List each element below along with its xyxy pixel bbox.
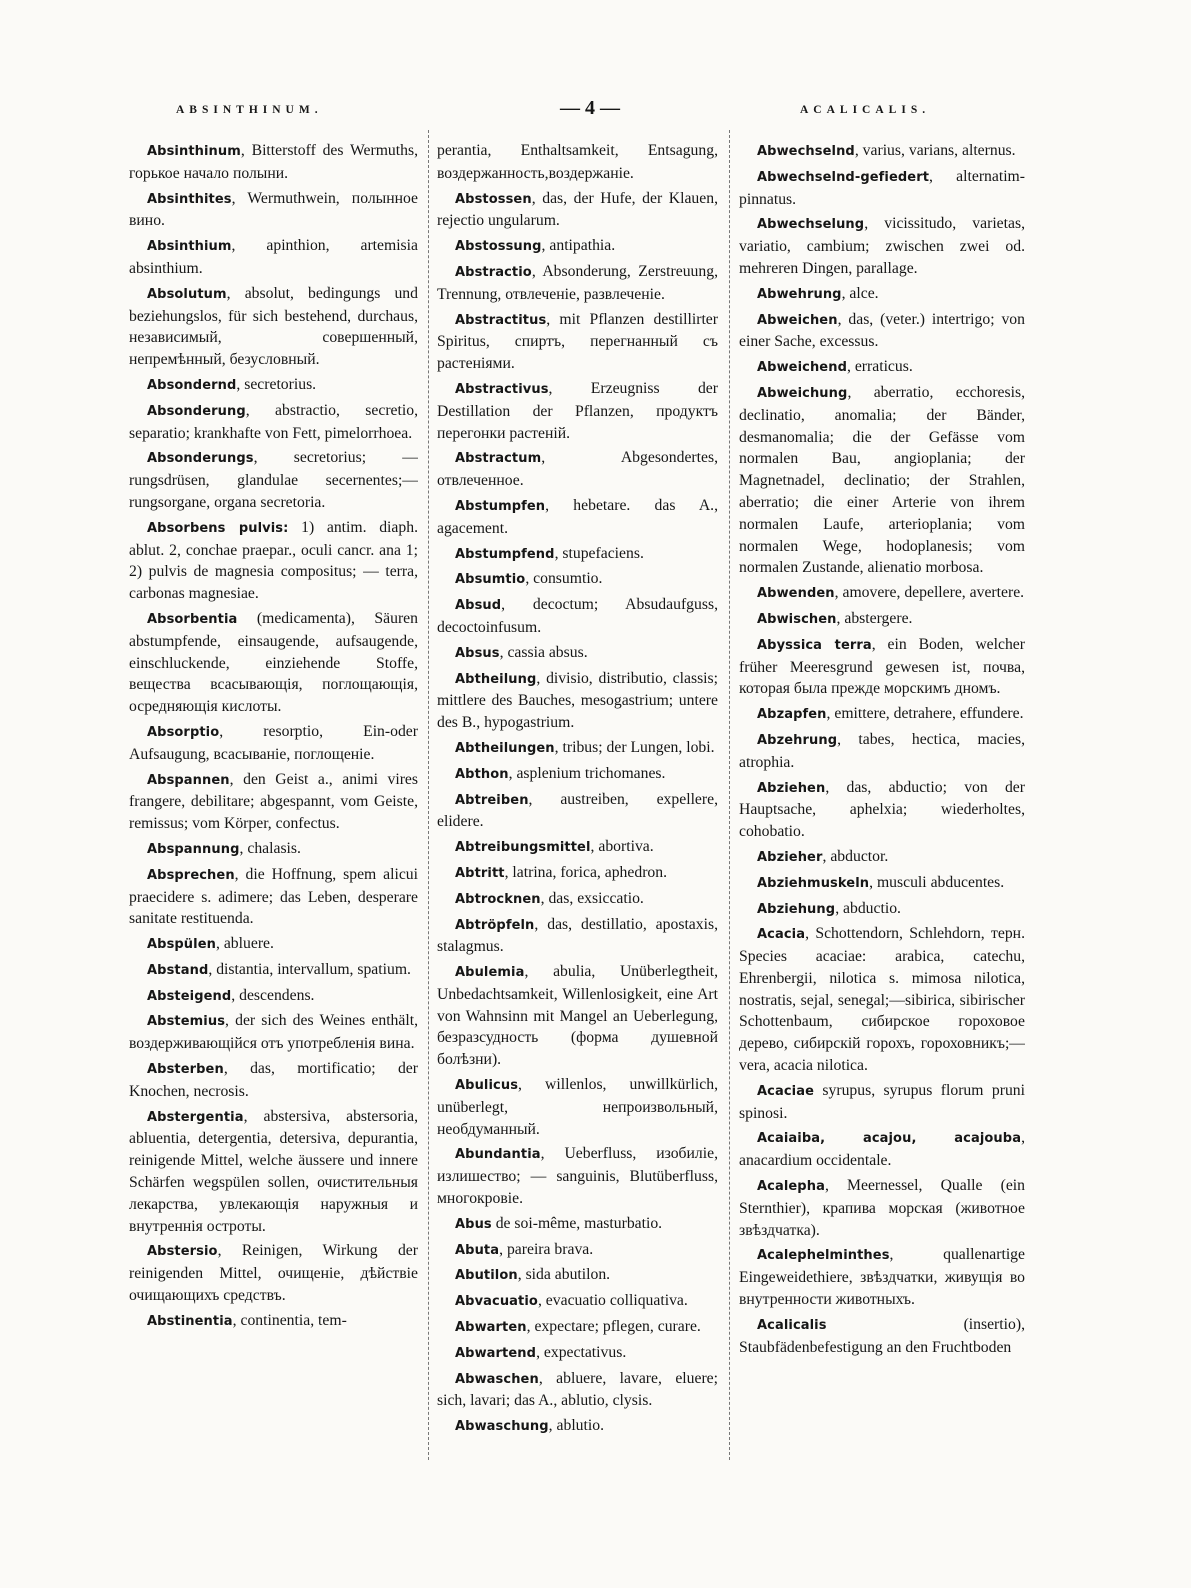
dictionary-entry [739, 1175, 1025, 1241]
dictionary-entry [739, 729, 1025, 774]
entry-headword: Abspannen [147, 772, 230, 788]
entry-definition: , secretorius; — rungsdrüsen, glandulae secernentes;—rungsorgane, organa secretoria. [129, 449, 418, 511]
entry-headword: Acalicalis [757, 1317, 827, 1333]
entry-definition: , latrina, forica, aphedron. [504, 863, 668, 881]
entry-definition: , das, mortificatio; der Knochen, necrosis. [129, 1060, 418, 1100]
dictionary-entry [129, 933, 418, 956]
entry-definition: , abstergere. [836, 609, 913, 627]
entry-headword: Abulicus [455, 1078, 519, 1094]
entry-headword: Abtreiben [455, 792, 529, 808]
entry-definition: , die Hoffnung, spem alicui praecidere s. adimere; das Leben, desperare sanitate restituenda. [129, 865, 418, 928]
entry-headword: Acaiaiba, acajou, acajouba [757, 1131, 1022, 1147]
entry-definition: , abductor. [822, 847, 889, 865]
dictionary-entry [437, 309, 718, 375]
dictionary-entry [437, 789, 718, 834]
dictionary-entry [739, 283, 1025, 306]
entry-definition: , das, der Hufe, der Klauen, rejectio ungularum. [437, 189, 718, 230]
entry-headword: Abvacuatio [455, 1294, 538, 1310]
entry-definition: , hebetare. das A., agacement. [437, 496, 718, 537]
column-3 [739, 140, 1025, 1480]
entry-definition: , abluere. [216, 935, 274, 953]
entry-headword: Abziehen [757, 780, 826, 796]
dictionary-entry [739, 872, 1025, 895]
entry-definition: , willenlos, unwillkürlich, unüberlegt, непроизвольный, необдуманный. [437, 1076, 718, 1138]
dictionary-entry [437, 836, 718, 859]
entry-headword: Abstand [147, 962, 209, 978]
entry-definition: , descendens. [231, 986, 315, 1004]
entry-definition: , ablutio. [548, 1417, 605, 1435]
entry-definition: , evacuatio colliquativa. [537, 1292, 688, 1310]
dictionary-entry [437, 447, 718, 492]
entry-headword: Abziehmuskeln [757, 875, 870, 891]
entry-definition: , sida abutilon. [517, 1266, 611, 1284]
entry-definition: , abstersiva, abstersoria, abluentia, detergentia, detersiva, depurantia, reinigende Mittel, welche äussere und innere Schärfen wegspülen sollen, очистительныя лекарства, увлекающія наружныя и внутреннія остроты. [129, 1107, 418, 1235]
dictionary-entry [129, 140, 418, 185]
dictionary-entry [437, 1290, 718, 1313]
entry-headword: Abtheilung [455, 671, 537, 687]
entry-headword: Abstractum [455, 451, 542, 467]
entry-definition: , consumtio. [525, 570, 603, 588]
entry-definition: , aberratio, ecchoresis, declinatio, anomalia; der Bänder, desmanomalia; die der Gefässe vom normalen Bau, angioplania; der Magnetnadel, declinatio; der Strahlen, aberratio; die einer Arterie von ihrem normalen Laufe, arterioplania; vom normalen Wege, hodoplanesis; vom normalen Zustande, alienatio morbosa. [739, 383, 1025, 577]
entry-headword: Acacia [757, 927, 806, 943]
page-number: — 4 — [560, 97, 620, 119]
entry-headword: Abstossen [455, 191, 532, 207]
dictionary-entry [129, 283, 418, 371]
entry-definition: , Schottendorn, Schlehdorn, терн. Species acaciae: arabica, catechu, Ehrenbergii, nilotica s. mimosa nilotica, nostratis, sejal, senegal;—sibirica, sibirischer Schottenbaum, сибирское гороховое дерево, сибирскій горохъ, гороховникъ;—vera, acacia nilotica. [739, 925, 1025, 1075]
entry-headword: Abzieher [757, 849, 823, 865]
dictionary-entry [437, 642, 718, 665]
entry-definition: , Absonderung, Zerstreuung, Trennung, отвлеченiе, развлеченiе. [437, 262, 718, 303]
entry-definition: , divisio, distributio, classis; mittlere des Bauches, mesogastrium; untere des B., hypogastrium. [437, 669, 718, 732]
entry-definition: , anacardium occidentale. [739, 1129, 1025, 1170]
dictionary-entry [437, 1143, 718, 1209]
entry-headword: Abstersio [147, 1244, 218, 1260]
dictionary-entry [437, 235, 718, 258]
dictionary-entry [739, 846, 1025, 869]
entry-headword: Absinthinum [147, 144, 241, 159]
entry-headword: Absinthium [147, 239, 232, 255]
entry-definition: , stupefaciens. [554, 544, 644, 562]
entry-definition: , expectare; pflegen, curare. [526, 1318, 701, 1336]
entry-definition: , den Geist a., animi vires frangere, debilitare; abgespannt, vom Geiste, remissus; vom Körper, confectus. [129, 770, 418, 833]
dictionary-entry [129, 1106, 418, 1238]
entry-definition: , tribus; der Lungen, lobi. [554, 738, 715, 756]
dictionary-entry [739, 356, 1025, 379]
dictionary-entry [437, 862, 718, 885]
entry-headword: Absprechen [147, 867, 235, 883]
entry-headword: Abstergentia [147, 1109, 244, 1125]
entry-definition: , emittere, detrahere, effundere. [826, 705, 1024, 723]
column-divider [428, 130, 429, 1460]
entry-headword: Abwechselnd-gefiedert [757, 169, 930, 185]
entry-definition: , cassia absus. [499, 643, 588, 661]
entry-definition: , das, abductio; von der Hauptsache, aphelxia; wiederholtes, cohobatio. [739, 778, 1025, 841]
entry-definition: , mit Pflanzen destillirter Spiritus, спиртъ, перегнанный съ растенiями. [437, 310, 718, 373]
entry-headword: Abwaschen [455, 1371, 539, 1387]
entry-headword: Absonderung [147, 403, 246, 419]
entry-headword: Abwarten [455, 1320, 527, 1336]
dictionary-entry [437, 1342, 718, 1365]
entry-definition: , Reinigen, Wirkung der reinigenden Mittel, очищенiе, дѣйствiе очищающихъ средствъ. [129, 1242, 418, 1305]
running-head-left: ABSINTHINUM. [176, 104, 323, 116]
dictionary-entry [739, 634, 1025, 700]
entry-headword: Abyssica terra [757, 637, 872, 653]
dictionary-entry [437, 1264, 718, 1287]
dictionary-entry [437, 668, 718, 734]
entry-definition: , Abgesondertes, отвлеченное. [437, 449, 718, 490]
entry-definition: , pareira brava. [499, 1240, 594, 1258]
entry-headword: Abtheilungen [455, 740, 555, 756]
dictionary-entry [437, 961, 718, 1071]
entry-definition: , apinthion, artemisia absinthium. [129, 237, 418, 277]
entry-headword: Absonderungs [147, 451, 254, 467]
entry-headword: Abstinentia [147, 1313, 233, 1329]
entry-definition: , erraticus. [847, 358, 913, 376]
dictionary-entry [739, 703, 1025, 726]
entry-headword: Absondernd [147, 377, 237, 393]
entry-definition: , das, exsiccatio. [540, 889, 644, 907]
entry-headword: Abzehrung [757, 732, 838, 748]
entry-definition: (insertio), Staubfädenbefestigung an den Fruchtboden [739, 1315, 1025, 1356]
dictionary-entry [739, 898, 1025, 921]
dictionary-entry [129, 1010, 418, 1055]
entry-headword: Abweichung [757, 385, 848, 401]
entry-definition: , asplenium trichomanes. [508, 764, 666, 782]
dictionary-entry [129, 235, 418, 280]
entry-definition: syrupus, syrupus florum pruni spinosi. [739, 1081, 1025, 1122]
dictionary-entry [437, 568, 718, 591]
dictionary-entry [437, 1316, 718, 1339]
dictionary-entry [129, 1058, 418, 1103]
entry-definition: , decoctum; Absudaufguss, decoctoinfusum. [437, 596, 718, 636]
entry-definition: , musculi abducentes. [869, 873, 1005, 891]
dictionary-entry [739, 140, 1025, 163]
entry-definition: , distantia, intervallum, spatium. [208, 960, 411, 978]
entry-headword: Abwischen [757, 611, 837, 627]
entry-definition: , austreiben, expellere, elidere. [437, 790, 718, 831]
entry-headword: Abwaschung [455, 1419, 549, 1435]
entry-headword: Abtröpfeln [455, 917, 535, 933]
entry-headword: Abwartend [455, 1345, 537, 1361]
entry-headword: Absterben [147, 1062, 224, 1078]
entry-headword: Absud [455, 598, 502, 614]
entry-headword: Abstemius [147, 1014, 226, 1030]
entry-headword: Abstractio [455, 264, 532, 280]
dictionary-entry [129, 959, 418, 982]
dictionary-entry [437, 543, 718, 566]
entry-definition: , alternatim-pinnatus. [739, 167, 1025, 208]
entry-headword: Abzapfen [757, 707, 827, 723]
dictionary-entry [129, 374, 418, 397]
dictionary-entry [739, 608, 1025, 631]
entry-definition: , abluere, lavare, eluere; sich, lavari; das A., ablutio, clysis. [437, 1369, 718, 1410]
entry-headword: Absinthites [147, 191, 232, 207]
entry-headword: Acalepha [757, 1179, 825, 1195]
dictionary-entry [739, 382, 1025, 579]
entry-definition: , abulia, Unüberlegtheit, Unbedachtsamkeit, Willenlosigkeit, eine Art von Wahnsinn mit Mangel an Ueberlegung, безразсудность (форма душевной болѣзни). [437, 963, 718, 1069]
dictionary-entry [437, 1213, 718, 1236]
entry-definition: , absolut, bedingungs und beziehungslos, für sich bestehend, durchaus, независимый, совершенный, непремѣнный, безусловный. [129, 284, 418, 369]
entry-definition: , amovere, depellere, avertere. [834, 584, 1025, 602]
entry-definition: , Erzeugniss der Destillation der Pflanzen, продуктъ перегонки растенiй. [437, 379, 718, 442]
dictionary-entry [739, 923, 1025, 1077]
entry-definition: , das, (veter.) intertrigo; von einer Sache, excessus. [739, 310, 1025, 351]
entry-definition: , Meernessel, Qualle (ein Sternthier), крапива морская (животное звѣздчатка). [739, 1177, 1025, 1239]
dictionary-entry [739, 1080, 1025, 1125]
dictionary-entry [437, 378, 718, 444]
entry-definition: , expectativus. [536, 1343, 627, 1361]
dictionary-entry [437, 594, 718, 639]
dictionary-entry [129, 608, 418, 718]
entry-definition: , tabes, hectica, macies, atrophia. [739, 730, 1025, 771]
dictionary-entry [437, 888, 718, 911]
entry-definition: , secretorius. [236, 375, 317, 393]
dictionary-entry [129, 769, 418, 835]
entry-definition: 1) antim. diaph. ablut. 2, conchae praepar., oculi cancr. ana 1; 2) pulvis de magnesia compositus; — terra, carbonas magnesiae. [129, 518, 418, 603]
dictionary-entry [739, 582, 1025, 605]
dictionary-entry [437, 188, 718, 233]
entry-headword: Abwenden [757, 586, 835, 602]
dictionary-entry [739, 1314, 1025, 1359]
entry-headword: Abundantia [455, 1147, 541, 1163]
entry-headword: Abstumpfend [455, 546, 555, 562]
entry-definition: , alce. [841, 284, 879, 302]
dictionary-entry [739, 166, 1025, 211]
dictionary-entry [129, 400, 418, 445]
dictionary-entry [437, 914, 718, 959]
entry-headword: Absus [455, 645, 500, 661]
dictionary-entry [739, 309, 1025, 354]
entry-headword: Absteigend [147, 988, 232, 1004]
dictionary-entry [437, 1074, 718, 1140]
dictionary-entry [739, 777, 1025, 843]
entry-headword: Abstossung [455, 239, 542, 255]
entry-headword: Acalephelminthes [757, 1248, 890, 1264]
entry-definition: perantia, Enthaltsamkeit, Entsagung, воздержанность,воздержанiе. [437, 142, 718, 182]
entry-headword: Abspannung [147, 841, 240, 857]
dictionary-entry [437, 261, 718, 306]
entry-definition: , abortiva. [590, 838, 654, 856]
dictionary-entry [129, 721, 418, 766]
dictionary-entry [739, 1127, 1025, 1172]
entry-definition: , der sich des Weines enthält, воздерживающiйся отъ употребленія вина. [129, 1012, 418, 1053]
entry-headword: Absorbentia [147, 611, 238, 627]
entry-definition: , Bitterstoff des Wermuths, горькое начало полыни. [129, 142, 418, 182]
entry-definition: , continentia, tem- [232, 1311, 347, 1329]
entry-headword: Abwehrung [757, 286, 842, 302]
entry-headword: Abtrocknen [455, 891, 541, 907]
dictionary-entry [437, 763, 718, 786]
dictionary-entry [437, 1368, 718, 1413]
entry-headword: Abstractitus [455, 312, 547, 328]
running-head-right: ACALICALIS. [800, 104, 931, 116]
entry-headword: Abtritt [455, 865, 505, 881]
column-2 [437, 140, 718, 1480]
entry-definition: , abstractio, secretio, separatio; krankhafte von Fett, pimelorrhoea. [129, 401, 418, 442]
entry-definition: , Wermuthwein, полынное вино. [129, 189, 418, 230]
column-divider [729, 130, 730, 1460]
entry-headword: Abziehung [757, 901, 836, 917]
entry-headword: Absolutum [147, 286, 227, 302]
dictionary-entry [129, 188, 418, 233]
entry-headword: Absorbens pulvis: [147, 520, 289, 536]
entry-headword: Abwechselnd [757, 144, 855, 159]
dictionary-entry [437, 495, 718, 540]
entry-headword: Abthon [455, 766, 509, 782]
dictionary-entry [437, 1239, 718, 1262]
entry-definition: , vicissitudo, varietas, variatio, cambium; zwischen zwei od. mehreren Dingen, parallage. [739, 215, 1025, 277]
entry-definition: , Ueberfluss, изобилiе, излишество; — sanguinis, Blutüberfluss, многокровiе. [437, 1145, 718, 1208]
dictionary-entry [129, 1310, 418, 1333]
entry-headword: Abstumpfen [455, 498, 546, 514]
entry-headword: Abwechselung [757, 217, 865, 233]
dictionary-entry [129, 517, 418, 605]
entry-headword: Abtreibungsmittel [455, 840, 591, 856]
entry-definition: (medicamenta), Säuren abstumpfende, einsaugende, aufsaugende, einschluckende, einziehende Stoffe, вещества всасывающія, поглощающія, осредняющія кислоты. [129, 609, 418, 716]
entry-definition: , varius, varians, alternus. [854, 142, 1016, 159]
entry-headword: Abus [455, 1216, 492, 1232]
entry-headword: Abutilon [455, 1268, 518, 1284]
entry-definition: , antipathia. [541, 237, 616, 255]
entry-definition: , quallenartige Eingeweidethiere, звѣздчатки, живущія во внутренности животныхъ. [739, 1246, 1025, 1309]
entry-definition: , das, destillatio, apostaxis, stalagmus. [437, 915, 718, 956]
entry-headword: Abuta [455, 1242, 500, 1258]
dictionary-entry [129, 985, 418, 1008]
entry-definition: , ein Boden, welcher früher Meeresgrund gewesen ist, почва, которая была прежде морскимъ дномъ. [739, 635, 1025, 698]
entry-headword: Acaciae [757, 1083, 814, 1099]
entry-headword: Absumtio [455, 572, 526, 588]
entry-headword: Abstractivus [455, 381, 549, 397]
entry-headword: Abspülen [147, 937, 216, 953]
dictionary-entry [437, 140, 718, 185]
entry-headword: Absorptio [147, 724, 220, 740]
column-1 [129, 140, 418, 1480]
dictionary-entry [739, 1244, 1025, 1310]
entry-headword: Abulemia [455, 965, 525, 981]
entry-definition: de soi-même, masturbatio. [491, 1214, 663, 1232]
dictionary-entry [129, 864, 418, 930]
dictionary-entry [129, 447, 418, 513]
entry-definition: , resorptio, Ein-oder Aufsaugung, всасыванiе, поглощенiе. [129, 722, 418, 763]
entry-headword: Abweichend [757, 360, 847, 376]
dictionary-entry [437, 737, 718, 760]
entry-headword: Abweichen [757, 312, 838, 328]
dictionary-entry [129, 838, 418, 861]
entry-definition: , chalasis. [239, 839, 301, 857]
dictionary-entry [129, 1240, 418, 1306]
dictionary-entry [437, 1415, 718, 1438]
dictionary-entry [739, 213, 1025, 279]
entry-definition: , abductio. [835, 899, 901, 917]
